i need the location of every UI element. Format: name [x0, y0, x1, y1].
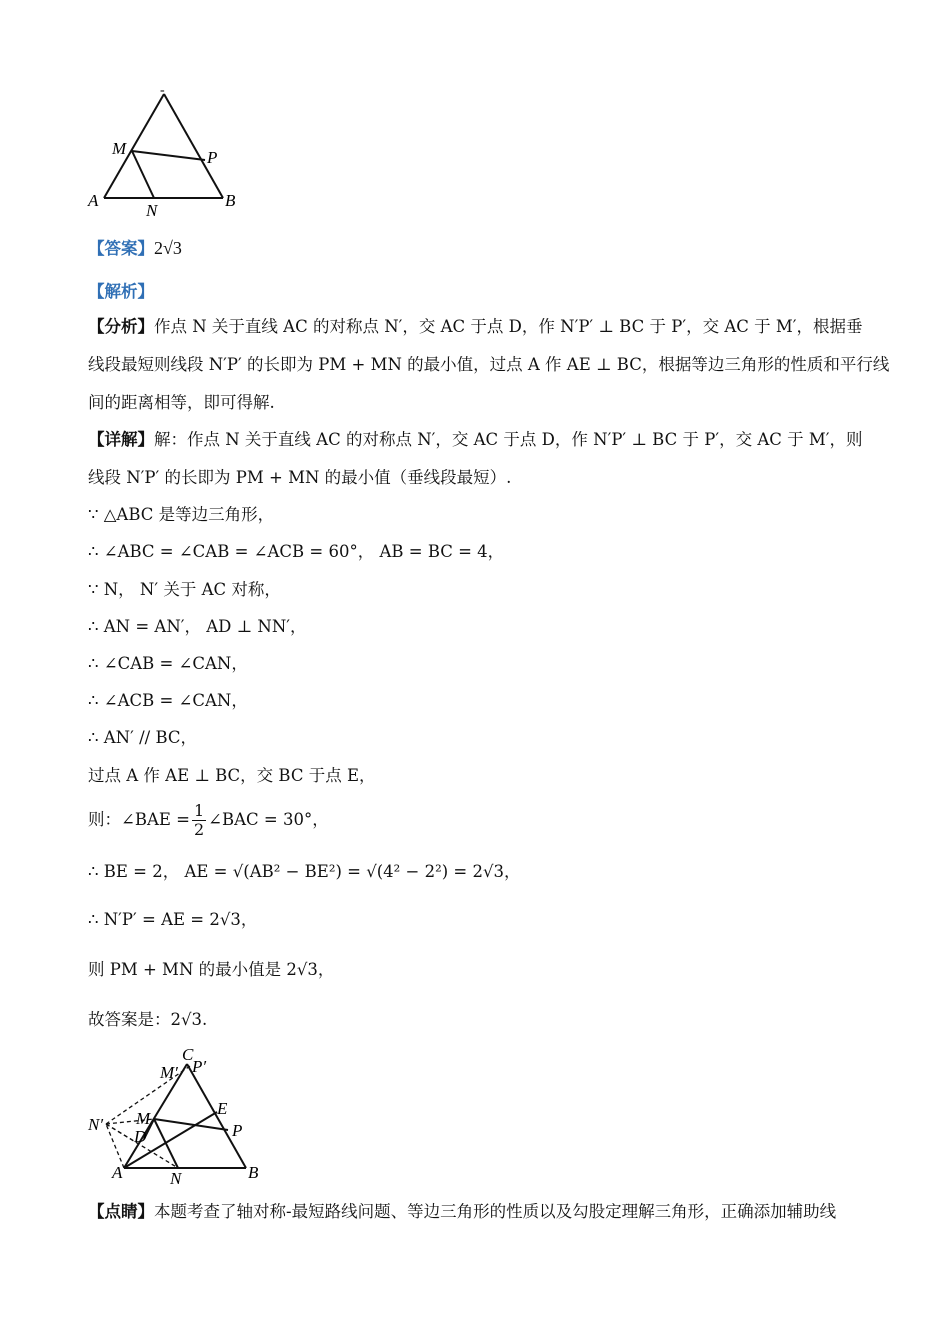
step-7-text: ∴ AN′ // BC，	[88, 728, 198, 747]
label-p: P	[207, 148, 218, 167]
side-bc	[164, 94, 223, 198]
label-top: -	[160, 84, 165, 98]
step-11-text: ∴ N′P′ = AE = 2√3，	[88, 910, 258, 929]
label-d: D	[134, 1127, 147, 1146]
step-9-suffix: ∠BAC = 30°，	[208, 810, 329, 829]
step-8	[88, 764, 376, 788]
step-6-text: ∴ ∠ACB = ∠CAN，	[88, 691, 248, 710]
xiangjie-line-1	[88, 428, 863, 452]
triangle-figure	[80, 84, 260, 224]
answer-tag: 【答案】	[88, 239, 154, 258]
fenxi-text-3: 间的距离相等，即可得解.	[88, 393, 275, 412]
fraction-denominator: 2	[193, 820, 205, 839]
answer-value: 2√3	[154, 238, 182, 258]
step-1-text: ∵ △ABC 是等边三角形，	[88, 505, 275, 524]
label-b: B	[225, 191, 236, 210]
solution-figure	[82, 1044, 272, 1184]
step-3-text: ∵ N， N′ 关于 AC 对称，	[88, 580, 281, 599]
dianjing-tag: 【点睛】	[88, 1202, 154, 1221]
label-n-prime: N′	[88, 1115, 104, 1134]
dianjing-line	[88, 1200, 836, 1224]
label-e: E	[217, 1099, 228, 1118]
fenxi-line-2	[88, 353, 889, 377]
xiangjie-line-2	[88, 466, 511, 490]
step-1	[88, 503, 274, 527]
step-5-text: ∴ ∠CAB = ∠CAN，	[88, 654, 248, 673]
step-8-text: 过点 A 作 AE ⊥ BC，交 BC 于点 E，	[88, 766, 376, 785]
label-p-2: P	[232, 1121, 243, 1140]
xiangjie-text-2: 线段 N′P′ 的长即为 PM + MN 的最小值（垂线段最短）.	[88, 468, 512, 487]
label-m-prime: M′	[160, 1063, 178, 1082]
xiangjie-text-1: 解：作点 N 关于直线 AC 的对称点 N′，交 AC 于点 D，作 N′P′ ⊥ BC 于 P′，交 AC 于 M′，则	[154, 430, 863, 449]
fenxi-text-1: 作点 N 关于直线 AC 的对称点 N′，交 AC 于点 D，作 N′P′ ⊥ BC 于 P′，交 AC 于 M′，根据垂	[154, 317, 863, 336]
fraction-half	[192, 802, 206, 839]
step-3	[88, 578, 281, 602]
analysis-tag: 【解析】	[88, 282, 154, 301]
step-9-prefix: 则：∠BAE =	[88, 810, 190, 829]
segment-mn	[132, 151, 154, 198]
step-4	[88, 615, 307, 639]
fraction-numerator: 1	[193, 801, 205, 820]
label-n: N	[146, 201, 158, 220]
segment-mp	[132, 151, 205, 160]
label-m-2: M	[136, 1109, 151, 1128]
answer-line	[88, 236, 182, 261]
step-9	[88, 800, 329, 840]
label-c: C	[182, 1045, 194, 1064]
label-n-2: N	[170, 1169, 182, 1184]
step-6	[88, 689, 248, 713]
step-2	[88, 540, 504, 564]
step-10-text: ∴ BE = 2， AE = √(AB² − BE²) = √(4² − 2²) = 2√3，	[88, 862, 521, 881]
label-a-2: A	[112, 1163, 123, 1182]
step-11	[88, 908, 257, 932]
dashed-a-n2	[106, 1124, 124, 1168]
dianjing-text: 本题考查了轴对称-最短路线问题、等边三角形的性质以及勾股定理解三角形，正确添加辅助线	[154, 1202, 837, 1221]
label-m: M	[112, 139, 127, 158]
step-12-text: 则 PM + MN 的最小值是 2√3，	[88, 960, 335, 979]
step-12	[88, 958, 334, 982]
step-4-text: ∴ AN = AN′， AD ⊥ NN′，	[88, 617, 307, 636]
label-p-prime: P′	[192, 1057, 207, 1076]
step-7	[88, 726, 197, 750]
label-a: A	[88, 191, 99, 210]
label-b-2: B	[248, 1163, 259, 1182]
fenxi-text-2: 线段最短则线段 N′P′ 的长即为 PM + MN 的最小值，过点 A 作 AE ⊥ BC，根据等边三角形的性质和平行线	[88, 355, 890, 374]
step-2-text: ∴ ∠ABC = ∠CAB = ∠ACB = 60°， AB = BC = 4，	[88, 542, 505, 561]
xiangjie-tag: 【详解】	[88, 430, 154, 449]
fenxi-line-1	[88, 315, 863, 339]
step-13-text: 故答案是：2√3.	[88, 1010, 208, 1029]
fenxi-tag: 【分析】	[88, 317, 154, 336]
fenxi-line-3	[88, 391, 275, 415]
step-10	[88, 860, 520, 884]
analysis-heading	[88, 280, 154, 304]
step-5	[88, 652, 248, 676]
step-13	[88, 1008, 207, 1032]
